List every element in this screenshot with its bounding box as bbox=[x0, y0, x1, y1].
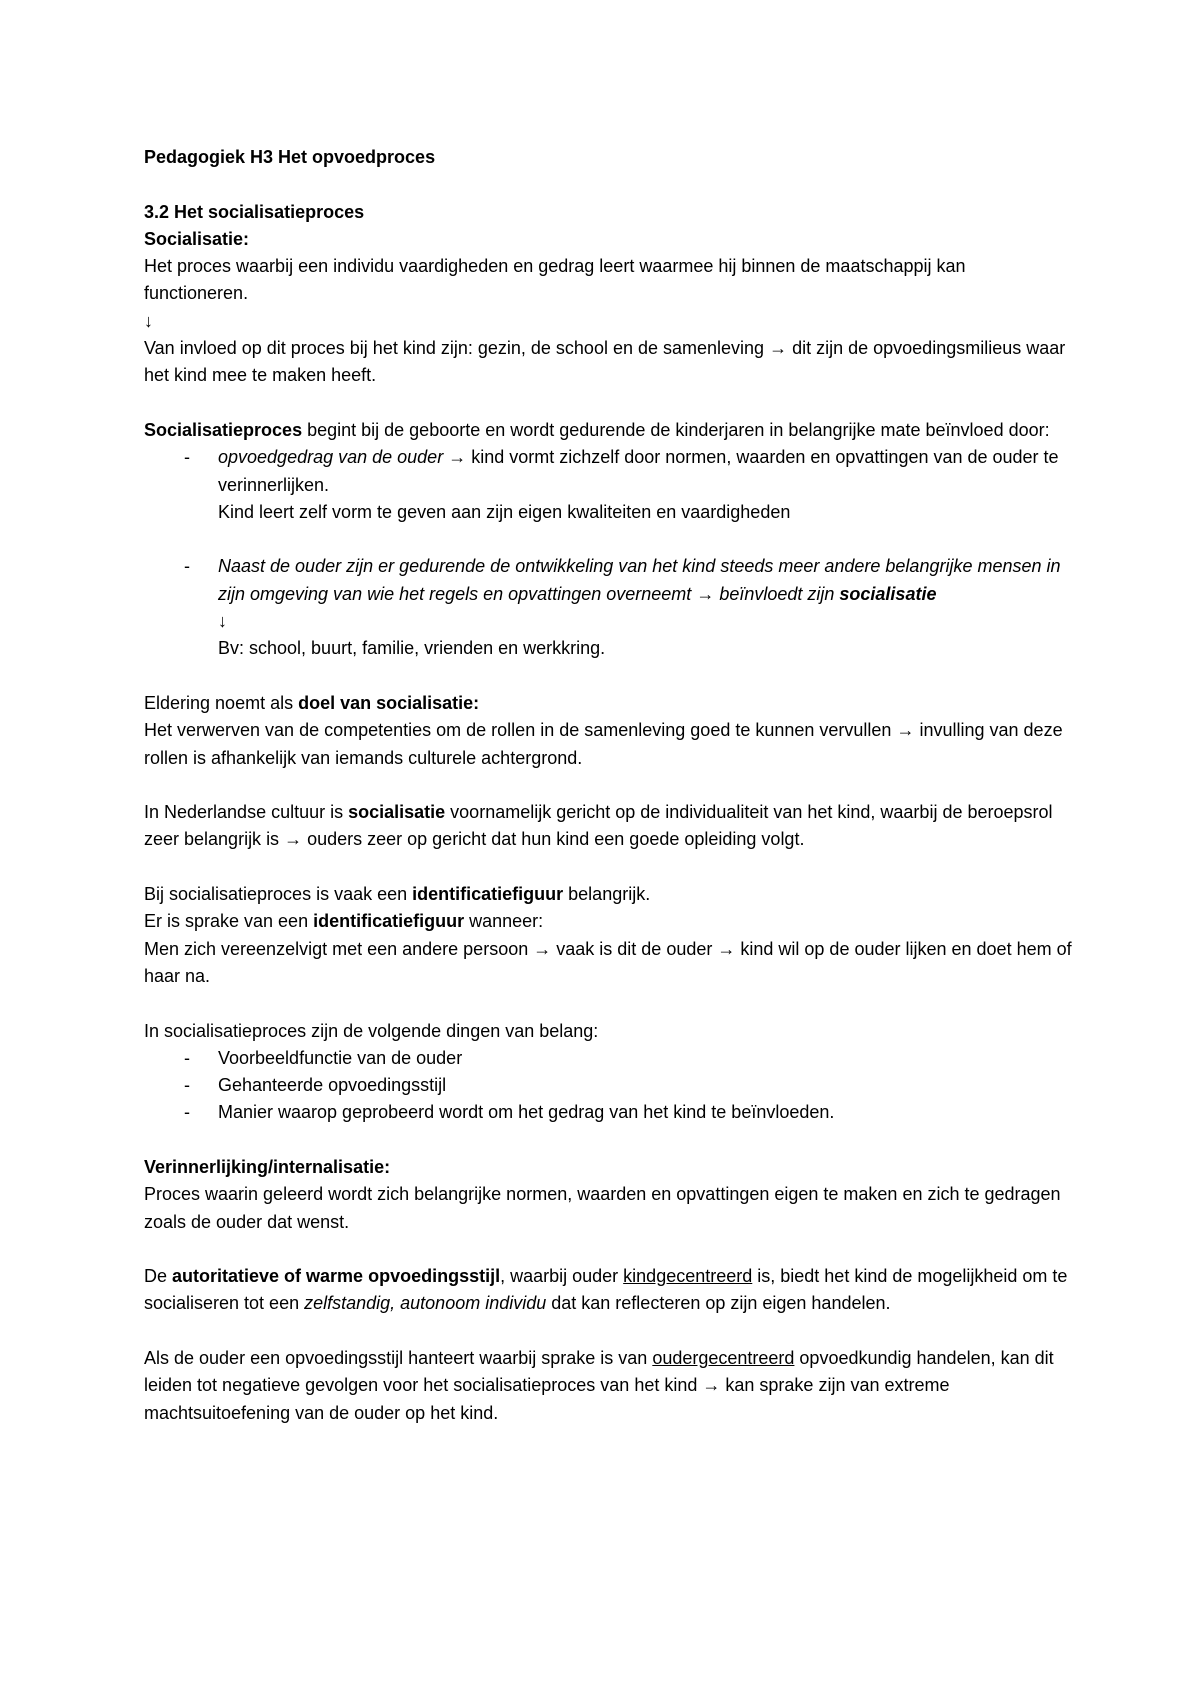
eldering-bold: doel van socialisatie: bbox=[298, 692, 480, 713]
identificatie-line3-b: vaak is dit de ouder bbox=[556, 938, 713, 959]
section-heading: 3.2 Het socialisatieproces bbox=[144, 201, 365, 222]
arrow-right-icon: → bbox=[533, 938, 552, 959]
arrow-right-icon: → bbox=[702, 1375, 721, 1396]
eldering-line-a: Het verwerven van de competenties om de rollen in de samenleving goed te kunnen vervullen bbox=[144, 720, 892, 741]
proces-term: Socialisatieproces bbox=[144, 419, 303, 440]
arrow-down-icon: ↓ bbox=[218, 611, 227, 632]
belang-intro: In socialisatieproces zijn de volgende dingen van belang: bbox=[144, 1020, 599, 1041]
autoritatief-bold: autoritatieve of warme opvoedingsstijl bbox=[172, 1266, 501, 1287]
document-body bbox=[144, 144, 1074, 1427]
socialisatie-definition: Het proces waarbij een individu vaardigheden en gedrag leert waarmee hij binnen de maatschappij kan functioneren. bbox=[144, 256, 966, 304]
autoritatief-mid2: is, biedt het kind de mogelijkheid om te socialiseren tot een bbox=[144, 1266, 1068, 1314]
identificatie-bold: identificatiefiguur bbox=[412, 884, 564, 905]
autoritatief-underline: kindgecentreerd bbox=[623, 1266, 753, 1287]
verinnerlijking-text: Proces waarin geleerd wordt zich belangrijke normen, waarden en opvattingen eigen te maken en zich te gedragen zoals de ouder dat wenst. bbox=[144, 1184, 1061, 1232]
item1-text: kind vormt zichzelf door normen, waarden en opvattingen van de ouder te verinnerlijken. bbox=[218, 447, 1059, 495]
autoritatief-pre: De bbox=[144, 1266, 173, 1287]
arrow-right-icon: → bbox=[769, 338, 788, 359]
list-item bbox=[144, 444, 1074, 526]
belang-list bbox=[144, 1045, 1074, 1127]
belang-item: Gehanteerde opvoedingsstijl bbox=[218, 1075, 447, 1096]
identificatie-line2-bold: identificatiefiguur bbox=[313, 911, 465, 932]
belang-item: Voorbeeldfunctie van de ouder bbox=[218, 1047, 463, 1068]
identificatie-line2 bbox=[144, 908, 1074, 935]
arrow-right-icon: → bbox=[696, 583, 715, 604]
ouder-paragraph bbox=[144, 1345, 1074, 1427]
eldering-line-b: invulling van deze rollen is afhankelijk van iemands culturele achtergrond. bbox=[144, 720, 1063, 768]
identificatie-post: belangrijk. bbox=[563, 884, 651, 905]
autoritatief-mid: , waarbij ouder bbox=[500, 1266, 624, 1287]
nederland-mid: voornamelijk gericht op de individualiteit van het kind, waarbij de beroepsrol zeer belangrijk is bbox=[144, 802, 1053, 850]
identificatie-line3-a: Men zich vereenzelvigt met een andere persoon bbox=[144, 938, 529, 959]
proces-text: begint bij de geboorte en wordt gedurende de kinderjaren in belangrijke mate beïnvloed door: bbox=[302, 419, 1050, 440]
page-title: Pedagogiek H3 Het opvoedproces bbox=[144, 147, 436, 167]
dash-marker: - bbox=[184, 1102, 190, 1123]
arrow-right-icon: → bbox=[896, 720, 915, 741]
arrow-right-icon: → bbox=[717, 938, 736, 959]
identificatie-line2-post: wanneer: bbox=[464, 911, 544, 932]
arrow-down-icon: ↓ bbox=[144, 310, 153, 331]
socialisatie-label: Socialisatie: bbox=[144, 228, 250, 249]
ouder-post: kan sprake zijn van extreme machtsuitoefening van de ouder op het kind. bbox=[144, 1375, 950, 1423]
item1-line2: Kind leert zelf vorm te geven aan zijn eigen kwaliteiten en vaardigheden bbox=[218, 501, 791, 522]
nederland-bold: socialisatie bbox=[348, 802, 446, 823]
autoritatief-post: dat kan reflecteren op zijn eigen handelen. bbox=[546, 1293, 891, 1314]
identificatie-line3-c: kind wil op de ouder lijken en doet hem of haar na. bbox=[144, 938, 1072, 986]
list-item bbox=[144, 1072, 1074, 1099]
influence-text-a: Van invloed op dit proces bij het kind zijn: gezin, de school en de samenleving bbox=[144, 338, 765, 359]
eldering-paragraph bbox=[144, 717, 1074, 772]
item2-italic: Naast de ouder zijn er gedurende de ontwikkeling van het kind steeds meer andere belangrijke mensen in zijn omgeving van wie het regels en opvattingen overneemt bbox=[218, 556, 1061, 604]
item1-italic: opvoedgedrag van de ouder bbox=[218, 447, 444, 468]
ouder-mid: opvoedkundig handelen, kan dit leiden tot negatieve gevolgen voor het socialisatieproces van het kind bbox=[144, 1348, 1054, 1396]
eldering-intro bbox=[144, 690, 1074, 717]
list-item bbox=[144, 553, 1074, 662]
autoritatief-italic: zelfstandig, autonoom individu bbox=[304, 1293, 547, 1314]
belang-item: Manier waarop geprobeerd wordt om het gedrag van het kind te beïnvloeden. bbox=[218, 1102, 835, 1123]
list-item bbox=[144, 1045, 1074, 1072]
identificatie-line3 bbox=[144, 936, 1074, 991]
arrow-right-icon: → bbox=[284, 829, 303, 850]
nederland-pre: In Nederlandse cultuur is bbox=[144, 802, 349, 823]
influence-paragraph bbox=[144, 335, 1074, 390]
ouder-underline: oudergecentreerd bbox=[652, 1348, 795, 1369]
list-item bbox=[144, 1099, 1074, 1126]
item2-bold: socialisatie bbox=[839, 583, 937, 604]
dash-marker: - bbox=[184, 556, 190, 577]
item2-example: Bv: school, buurt, familie, vrienden en werkkring. bbox=[218, 638, 606, 659]
verinnerlijking-label: Verinnerlijking/internalisatie: bbox=[144, 1156, 391, 1177]
item2-italic-b: beïnvloedt zijn bbox=[719, 583, 840, 604]
proces-list-2 bbox=[144, 553, 1074, 662]
dash-marker: - bbox=[184, 1047, 190, 1068]
dash-marker: - bbox=[184, 1075, 190, 1096]
eldering-pre: Eldering noemt als bbox=[144, 692, 299, 713]
ouder-pre: Als de ouder een opvoedingsstijl hanteert waarbij sprake is van bbox=[144, 1348, 653, 1369]
identificatie-line2-pre: Er is sprake van een bbox=[144, 911, 314, 932]
nederland-post: ouders zeer op gericht dat hun kind een goede opleiding volgt. bbox=[307, 829, 805, 850]
nederland-paragraph bbox=[144, 799, 1074, 854]
proces-list bbox=[144, 444, 1074, 526]
autoritatief-paragraph bbox=[144, 1263, 1074, 1318]
arrow-right-icon: → bbox=[448, 447, 467, 468]
influence-text-b: dit zijn de opvoedingsmilieus waar het kind mee te maken heeft. bbox=[144, 338, 1066, 386]
dash-marker: - bbox=[184, 447, 190, 468]
identificatie-line1 bbox=[144, 881, 1074, 908]
identificatie-pre: Bij socialisatieproces is vaak een bbox=[144, 884, 413, 905]
proces-paragraph bbox=[144, 417, 1074, 444]
